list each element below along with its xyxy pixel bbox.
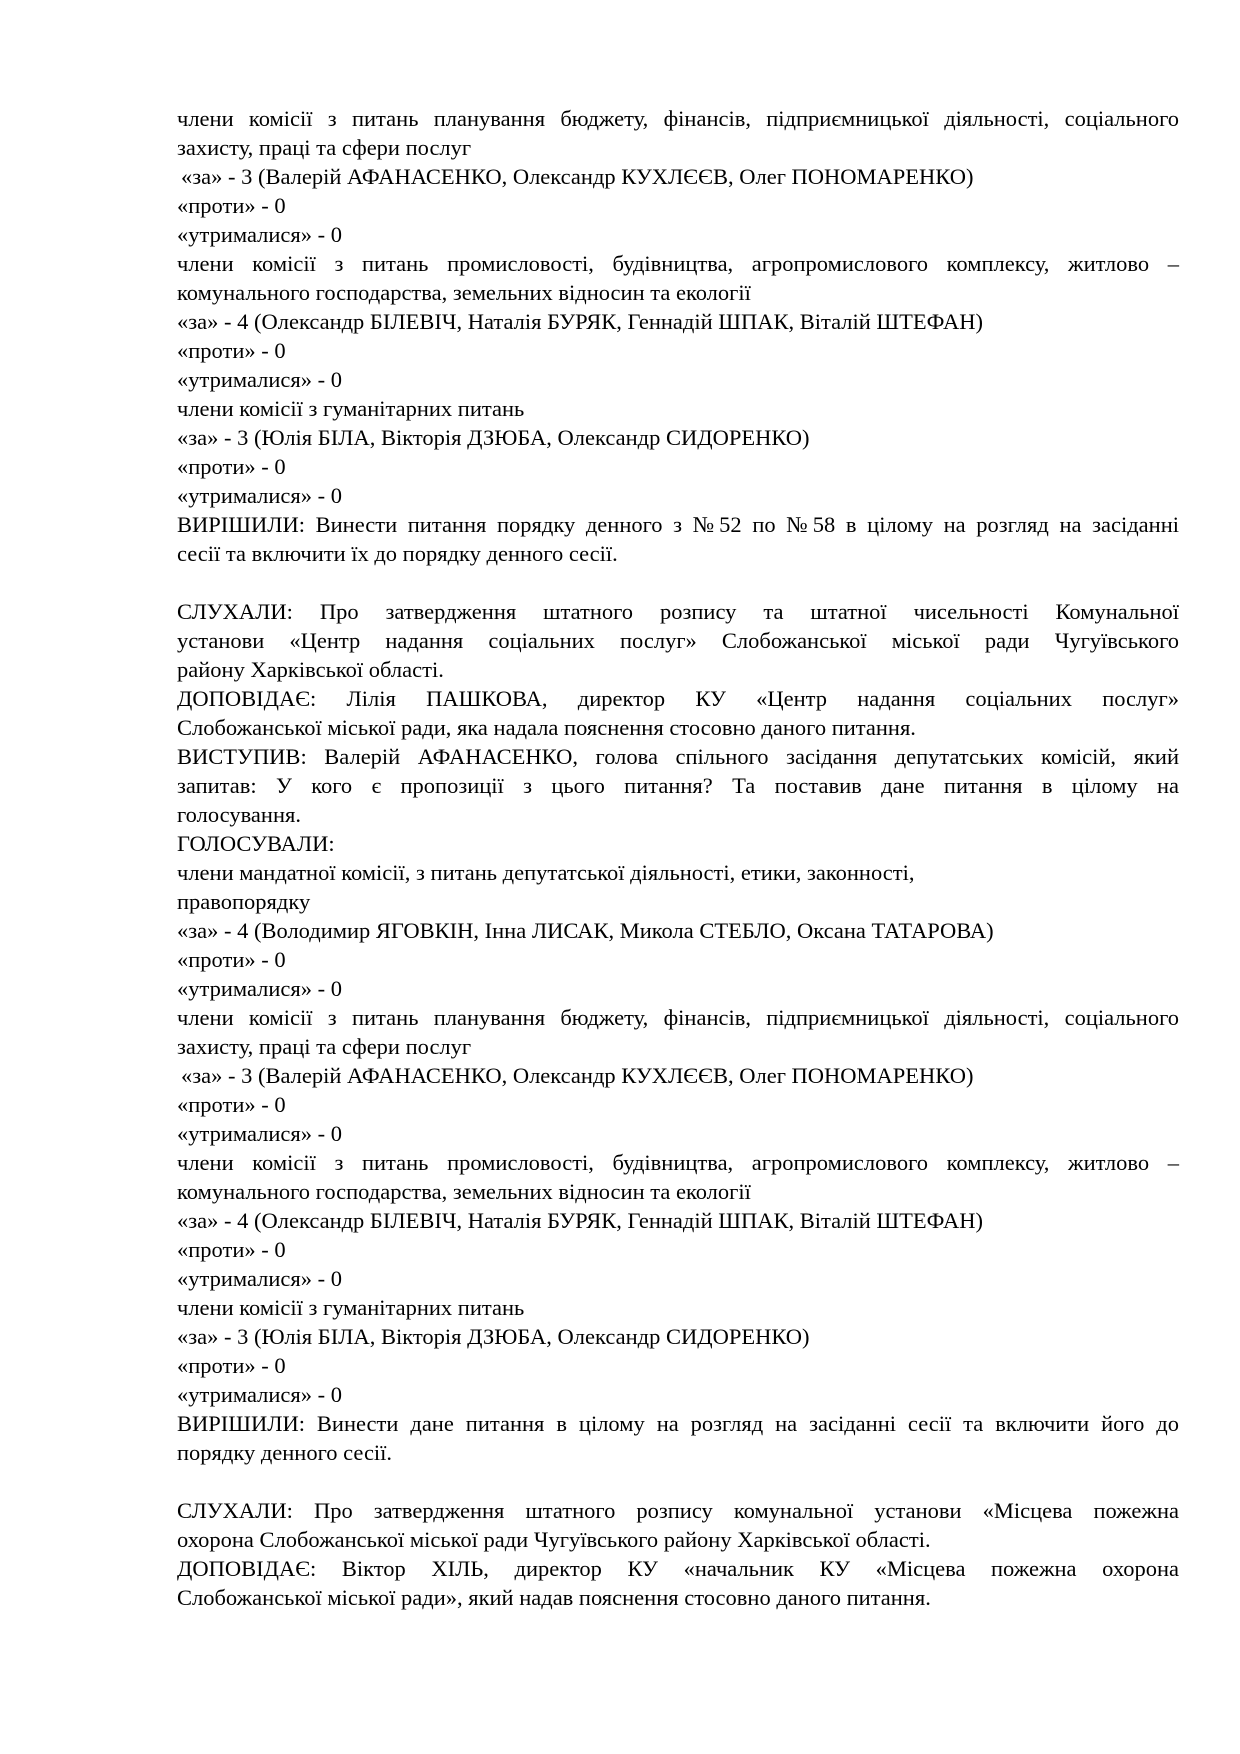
text-line: ДОПОВІДАЄ: Лілія ПАШКОВА, директор КУ «Центр надання соціальних послуг» <box>177 686 1179 711</box>
text-line: ВИРІШИЛИ: Винести питання порядку денного з №52 по №58 в цілому на розгляд на засіданні <box>177 512 1179 537</box>
text-line: члени мандатної комісії, з питань депутатської діяльності, етики, законності, <box>177 860 915 885</box>
text-line: «за» - 3 (Юлія БІЛА, Вікторія ДЗЮБА, Олександр СИДОРЕНКО) <box>177 1324 810 1349</box>
text-line: «за» - 3 (Валерій АФАНАСЕНКО, Олександр КУХЛЄЄВ, Олег ПОНОМАРЕНКО) <box>181 1063 974 1088</box>
text-line: «за» - 4 (Володимир ЯГОВКІН, Інна ЛИСАК, Микола СТЕБЛО, Оксана ТАТАРОВА) <box>177 918 994 943</box>
text-line: комунального господарства, земельних відносин та екології <box>177 280 751 305</box>
text-line: захисту, праці та сфери послуг <box>177 135 472 160</box>
text-line: «утрималися» - 0 <box>177 1121 343 1146</box>
text-line: «проти» - 0 <box>177 338 286 363</box>
text-line: «утрималися» - 0 <box>177 1382 343 1407</box>
text-line: СЛУХАЛИ: Про затвердження штатного розпису та штатної чисельності Комунальної <box>177 599 1179 624</box>
text-line: ДОПОВІДАЄ: Віктор ХІЛЬ, директор КУ «начальник КУ «Місцева пожежна охорона <box>177 1556 1179 1581</box>
text-line: ВИСТУПИВ: Валерій АФАНАСЕНКО, голова спільного засідання депутатських комісій, який <box>177 744 1179 769</box>
text-line: «проти» - 0 <box>177 454 286 479</box>
text-line: Слобожанської міської ради, яка надала пояснення стосовно даного питання. <box>177 715 916 740</box>
text-line: «за» - 3 (Валерій АФАНАСЕНКО, Олександр КУХЛЄЄВ, Олег ПОНОМАРЕНКО) <box>181 164 974 189</box>
text-line: члени комісії з питань планування бюджету, фінансів, підприємницької діяльності, соціального <box>177 106 1179 131</box>
text-line: «за» - 3 (Юлія БІЛА, Вікторія ДЗЮБА, Олександр СИДОРЕНКО) <box>177 425 810 450</box>
text-line: порядку денного сесії. <box>177 1440 393 1465</box>
text-line: Слобожанської міської ради», який надав пояснення стосовно даного питання. <box>177 1585 931 1610</box>
text-line: сесії та включити їх до порядку денного сесії. <box>177 541 618 566</box>
text-line: члени комісії з гуманітарних питань <box>177 1295 525 1320</box>
text-line: району Харківської області. <box>177 657 444 682</box>
text-line: комунального господарства, земельних відносин та екології <box>177 1179 751 1204</box>
text-line: установи «Центр надання соціальних послуг» Слобожанської міської ради Чугуївського <box>177 628 1179 653</box>
text-line: запитав: У кого є пропозиції з цього питання? Та поставив дане питання в цілому на <box>177 773 1179 798</box>
text-line: захисту, праці та сфери послуг <box>177 1034 472 1059</box>
text-line: «проти» - 0 <box>177 1092 286 1117</box>
text-line: члени комісії з питань промисловості, будівництва, агропромислового комплексу, житлово – <box>177 251 1179 276</box>
text-line: «утрималися» - 0 <box>177 1266 343 1291</box>
text-line: «проти» - 0 <box>177 947 286 972</box>
text-line: СЛУХАЛИ: Про затвердження штатного розпису комунальної установи «Місцева пожежна <box>177 1498 1179 1523</box>
text-line: охорона Слобожанської міської ради Чугуївського району Харківської області. <box>177 1527 931 1552</box>
text-line: «проти» - 0 <box>177 1353 286 1378</box>
text-line: «за» - 4 (Олександр БІЛЕВІЧ, Наталія БУРЯК, Геннадій ШПАК, Віталій ШТЕФАН) <box>177 309 983 334</box>
text-line: «утрималися» - 0 <box>177 222 343 247</box>
text-line: «утрималися» - 0 <box>177 976 343 1001</box>
text-line: ВИРІШИЛИ: Винести дане питання в цілому на розгляд на засіданні сесії та включити його до <box>177 1411 1179 1436</box>
text-line: «утрималися» - 0 <box>177 483 343 508</box>
text-line: ГОЛОСУВАЛИ: <box>177 831 335 856</box>
text-line: «за» - 4 (Олександр БІЛЕВІЧ, Наталія БУРЯК, Геннадій ШПАК, Віталій ШТЕФАН) <box>177 1208 983 1233</box>
text-line: члени комісії з питань планування бюджету, фінансів, підприємницької діяльності, соціального <box>177 1005 1179 1030</box>
text-line: правопорядку <box>177 889 311 914</box>
text-line: члени комісії з гуманітарних питань <box>177 396 525 421</box>
text-line: «проти» - 0 <box>177 1237 286 1262</box>
text-line: члени комісії з питань промисловості, будівництва, агропромислового комплексу, житлово – <box>177 1150 1179 1175</box>
text-line: голосування. <box>177 802 301 827</box>
text-line: «утрималися» - 0 <box>177 367 343 392</box>
text-line: «проти» - 0 <box>177 193 286 218</box>
